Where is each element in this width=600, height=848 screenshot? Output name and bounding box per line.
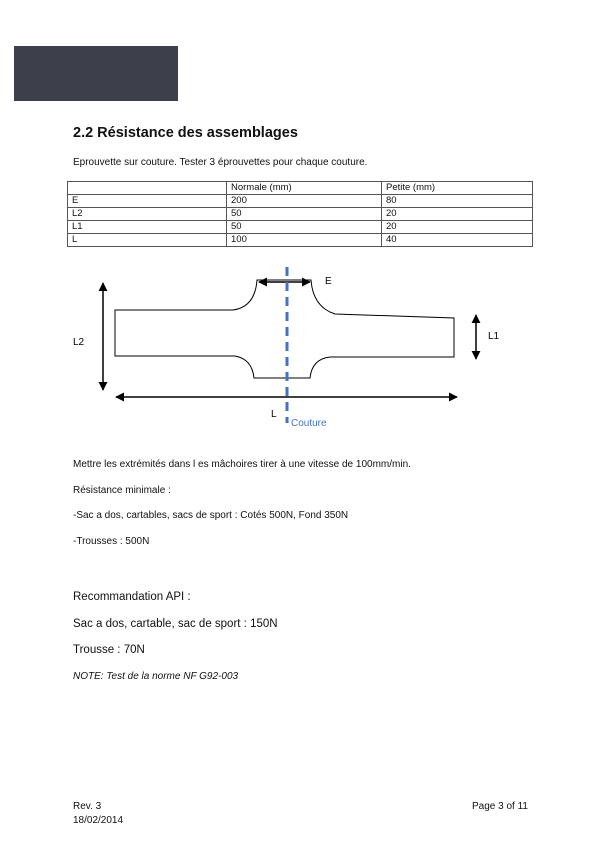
l-label: L bbox=[271, 409, 277, 420]
recommendation-title: Recommandation API : bbox=[73, 591, 191, 603]
min-resistance-bags: -Sac a dos, cartables, sacs de sport : Cotés 500N, Fond 350N bbox=[73, 510, 349, 521]
table-row bbox=[68, 195, 533, 208]
l2-label: L2 bbox=[73, 337, 85, 348]
company-logo bbox=[14, 46, 178, 101]
recommendation-bags: Sac a dos, cartable, sac de sport : 150N bbox=[73, 618, 278, 630]
section-heading: 2.2 Résistance des assemblages bbox=[73, 125, 298, 141]
table-header-cell: Normale (mm) bbox=[227, 182, 382, 195]
table-cell: 50 bbox=[227, 221, 382, 234]
table-cell: 80 bbox=[382, 195, 533, 208]
table-cell: 40 bbox=[382, 234, 533, 247]
table-row bbox=[68, 234, 533, 247]
recommendation-trousse: Trousse : 70N bbox=[73, 644, 145, 656]
table-cell: L bbox=[68, 234, 227, 247]
table-header-row bbox=[68, 182, 533, 195]
specimen-outline bbox=[115, 280, 454, 378]
couture-label: Couture bbox=[291, 418, 327, 429]
table-cell: 200 bbox=[227, 195, 382, 208]
l1-label: L1 bbox=[488, 331, 500, 342]
test-instruction: Mettre les extrémités dans l es mâchoires tirer à une vitesse de 100mm/min. bbox=[73, 459, 411, 470]
dimensions-table bbox=[67, 181, 533, 247]
intro-text: Eprouvette sur couture. Tester 3 éprouvettes pour chaque couture. bbox=[73, 157, 368, 168]
table-header-cell: Petite (mm) bbox=[382, 182, 533, 195]
table-row bbox=[68, 221, 533, 234]
e-label: E bbox=[325, 276, 332, 287]
table-header-cell bbox=[68, 182, 227, 195]
min-resistance-title: Résistance minimale : bbox=[73, 485, 171, 496]
table-cell: 20 bbox=[382, 208, 533, 221]
table-cell: L2 bbox=[68, 208, 227, 221]
table-cell: E bbox=[68, 195, 227, 208]
table-row bbox=[68, 208, 533, 221]
specimen-diagram bbox=[0, 260, 600, 435]
footer-date: 18/02/2014 bbox=[73, 815, 124, 826]
table-cell: L1 bbox=[68, 221, 227, 234]
table-cell: 50 bbox=[227, 208, 382, 221]
footer-revision: Rev. 3 bbox=[73, 801, 102, 812]
min-resistance-trousses: -Trousses : 500N bbox=[73, 536, 150, 547]
footer-page-number: Page 3 of 11 bbox=[472, 801, 528, 812]
standard-note: NOTE: Test de la norme NF G92-003 bbox=[73, 671, 239, 682]
table-cell: 100 bbox=[227, 234, 382, 247]
table-cell: 20 bbox=[382, 221, 533, 234]
